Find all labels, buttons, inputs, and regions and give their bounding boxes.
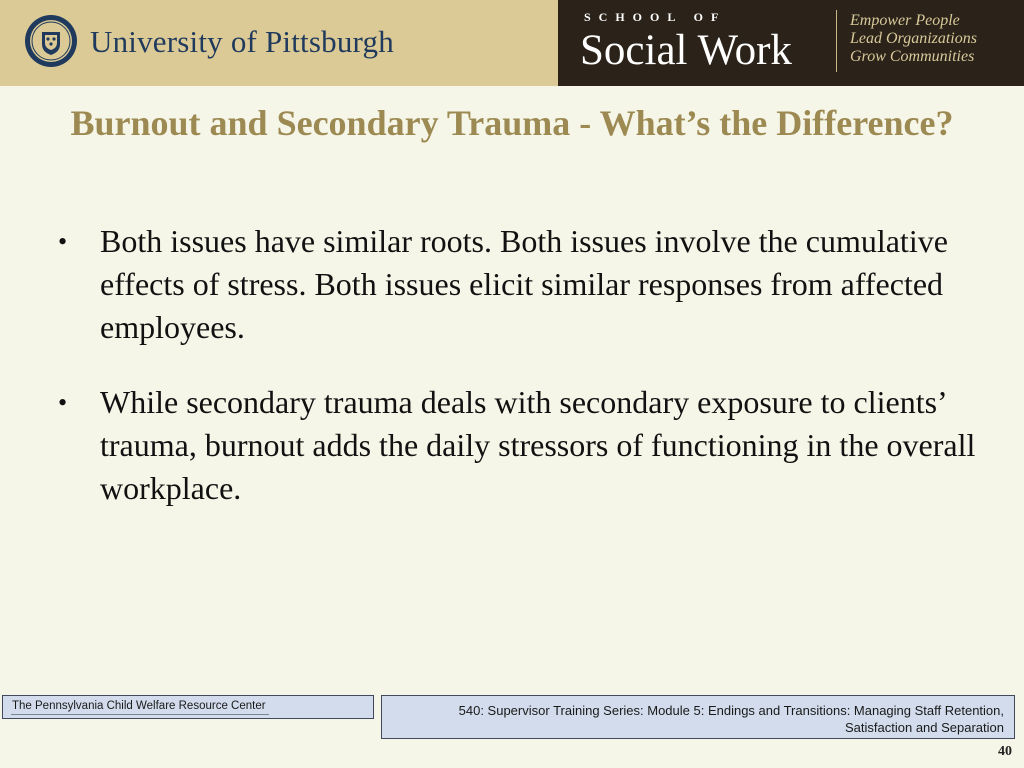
school-of-label: SCHOOL OF <box>584 10 727 24</box>
tagline-lead: Lead Organizations <box>850 30 977 47</box>
header-banner <box>0 0 1024 86</box>
footer-organization-label: The Pennsylvania Child Welfare Resource Center <box>12 700 266 712</box>
tagline-grow: Grow Communities <box>850 48 975 65</box>
header-divider <box>836 10 837 72</box>
taglines <box>850 12 977 66</box>
page-number: 40 <box>998 744 1012 759</box>
bullet-item <box>58 220 978 349</box>
tagline-empower: Empower People <box>850 12 960 29</box>
footer-course-info <box>381 695 1015 739</box>
bullet-list <box>58 220 978 542</box>
bullet-text: Both issues have similar roots. Both issues involve the cumulative effects of stress. Both issues elicit similar responses from affected employees. <box>100 223 948 345</box>
footer-course-line1: 540: Supervisor Training Series: Module 5: Endings and Transitions: Managing Staff Retention, <box>458 703 1004 718</box>
slide-title: Burnout and Secondary Trauma - What’s the Difference? <box>70 103 954 143</box>
social-work-label: Social Work <box>580 27 792 74</box>
university-name: University of Pittsburgh <box>90 24 394 59</box>
footer-organization <box>2 695 374 719</box>
bullet-icon: • <box>58 227 68 256</box>
footer-underline <box>11 714 269 715</box>
university-seal-icon <box>24 14 78 68</box>
bullet-icon: • <box>58 388 68 417</box>
footer-course-line2: Satisfaction and Separation <box>845 720 1004 735</box>
bullet-text: While secondary trauma deals with secondary exposure to clients’ trauma, burnout adds the daily stressors of functioning in the overall workplace. <box>100 384 976 506</box>
bullet-item <box>58 381 978 510</box>
